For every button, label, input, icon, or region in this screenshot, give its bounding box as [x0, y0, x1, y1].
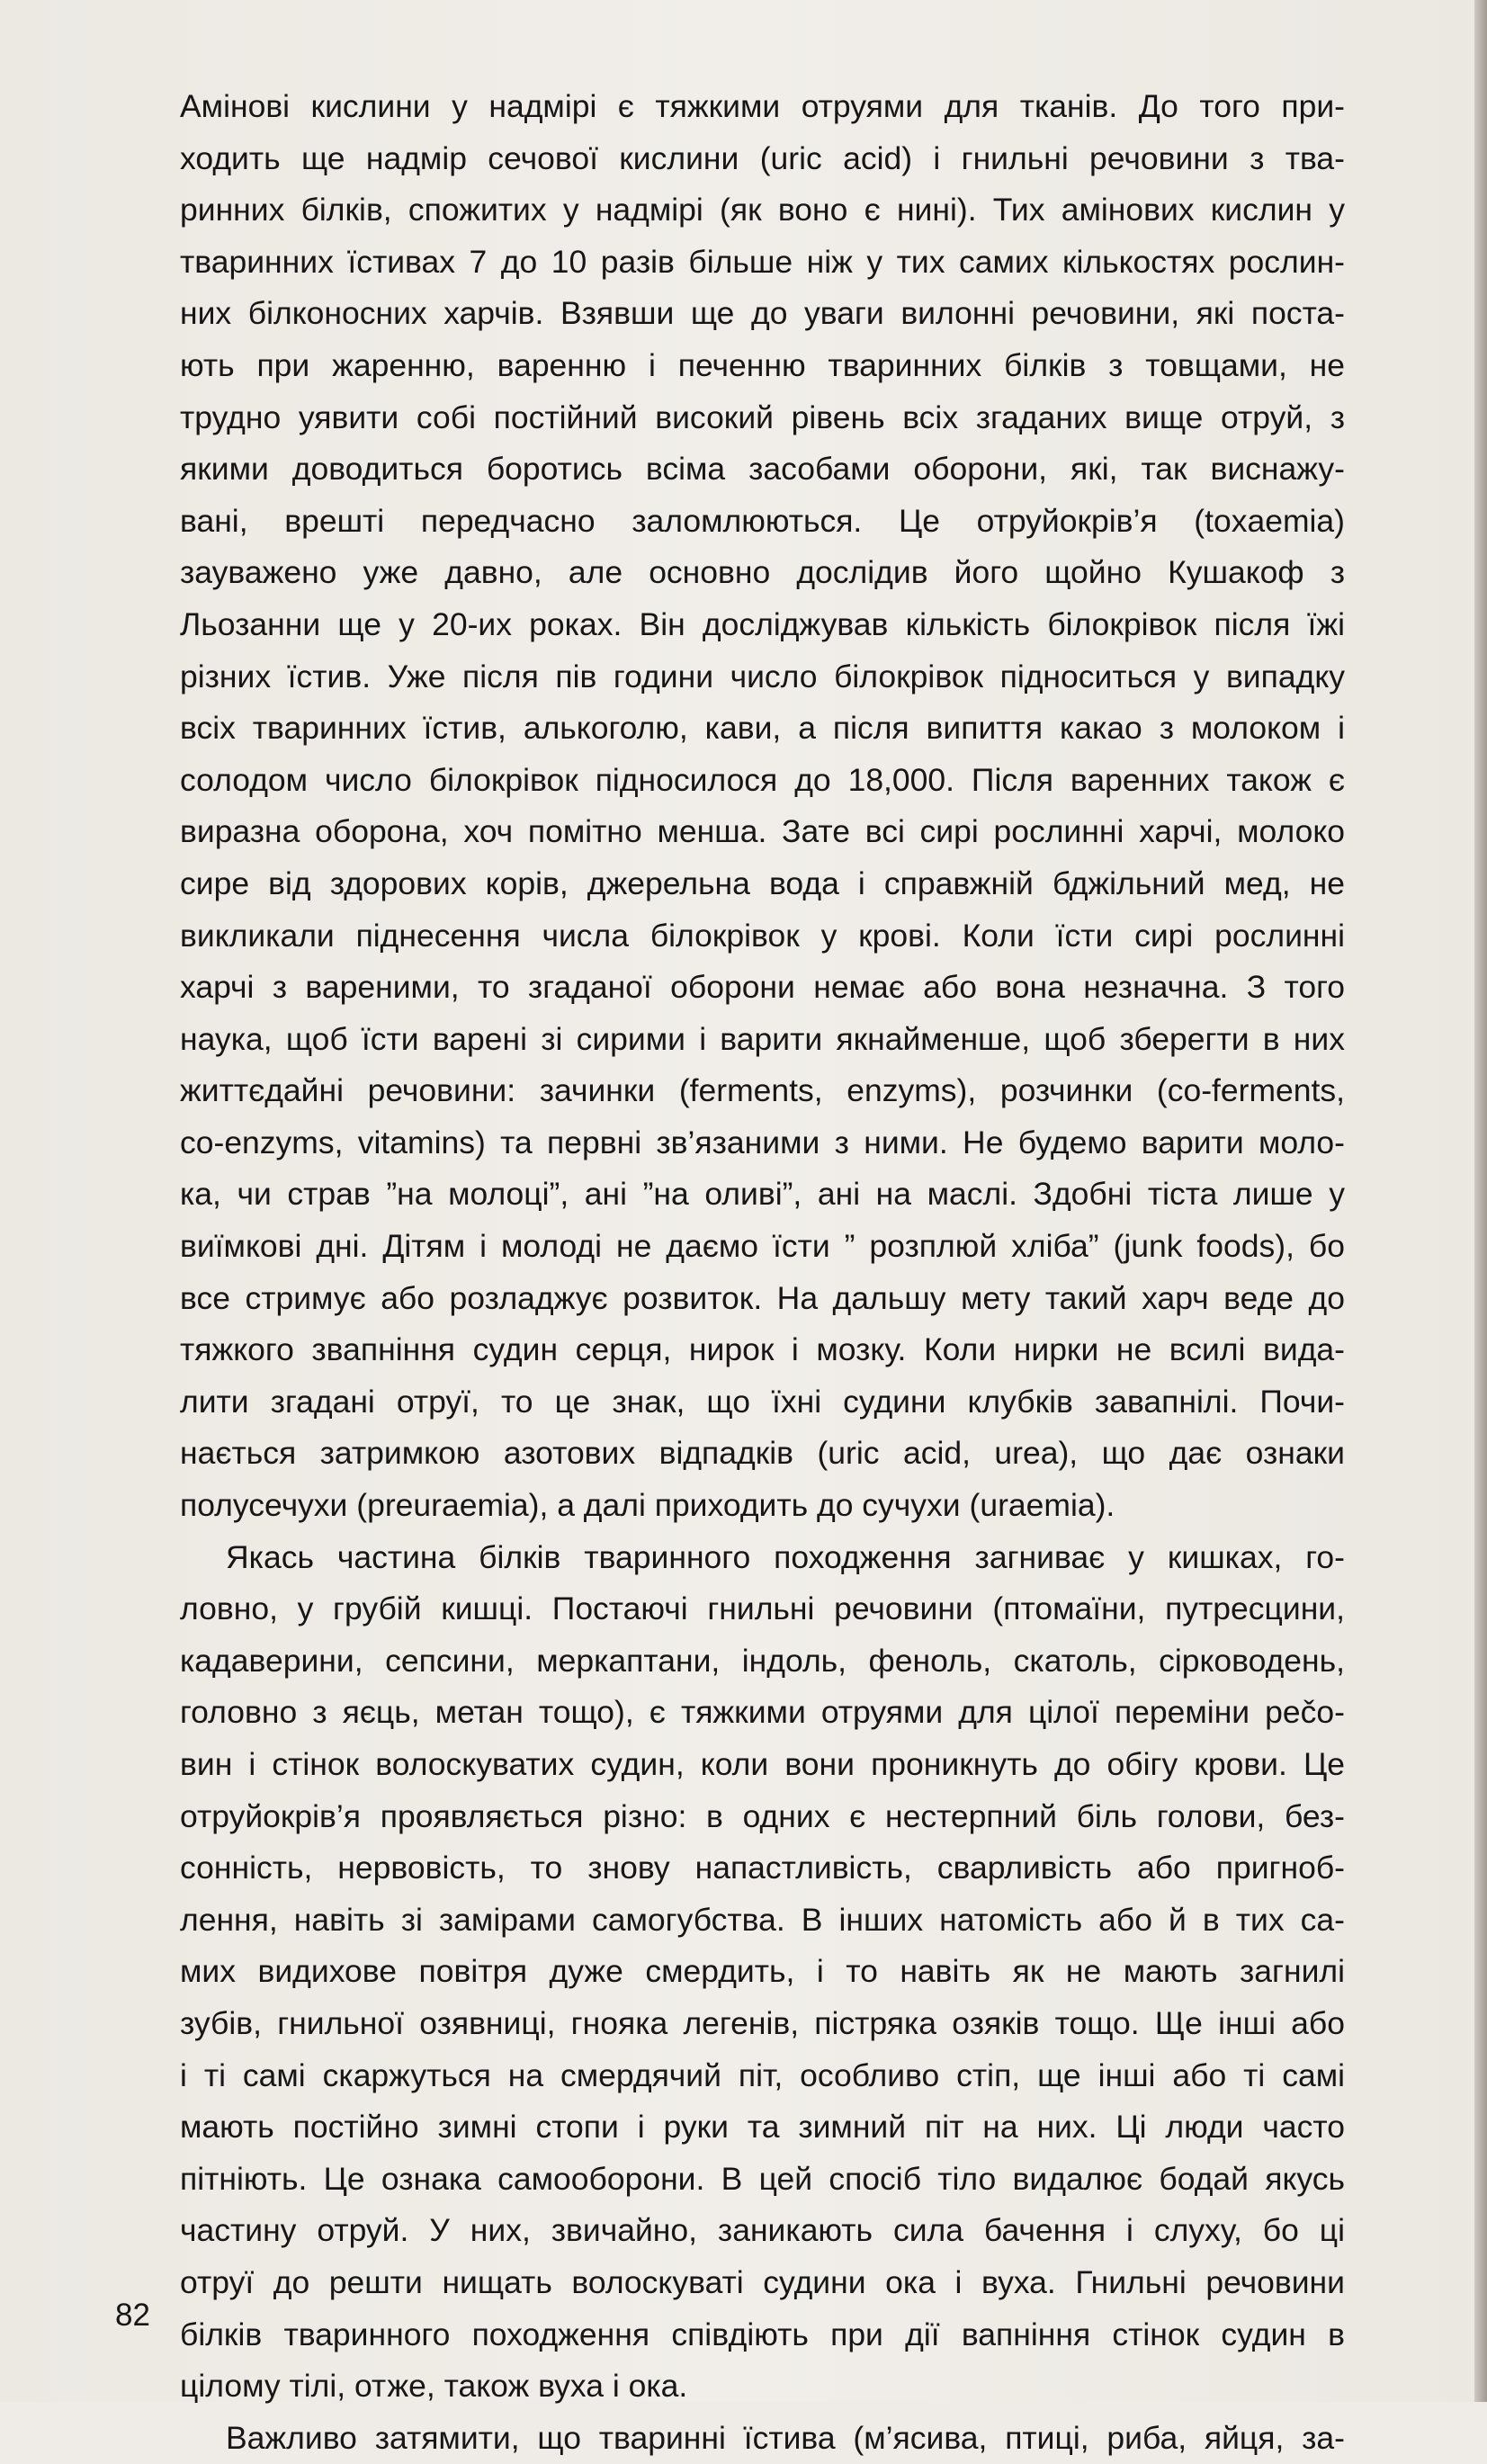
- text-line: Якась частина білків тваринного походження загниває у кишках, го-: [226, 1538, 1345, 1575]
- text-line: вин і стінок волоскуватих судин, коли вони проникнуть до обігу крови. Це: [180, 1746, 1345, 1782]
- text-line: Амінові кислини у надмірі є тяжкими отруями для тканів. До того при-: [180, 88, 1345, 124]
- text-line: головно з яєць, метан тощо), є тяжкими отруями для цілої переміни рečo-: [180, 1694, 1345, 1731]
- text-line: них білконосних харчів. Взявши ще до уваги вилонні речовини, які поста-: [180, 295, 1345, 332]
- text-line: цілому тілі, отже, також вуха і ока.: [180, 2368, 688, 2405]
- text-line: білків тваринного походження співдіють при дії вапніння стінок судин в: [180, 2316, 1345, 2352]
- text-line: харчі з вареними, то згаданої оборони немає або вона незначна. З того: [180, 969, 1345, 1006]
- text-line: викликали піднесення числа білокрівок у крові. Коли їсти сирі рослинні: [180, 917, 1345, 954]
- text-line: ловно, у грубій кишці. Постаючі гнильні речовини (птомаїни, путресцини,: [180, 1590, 1345, 1627]
- text-line: ють при жаренню, варенню і печенню тваринних білків з товщами, не: [180, 346, 1345, 383]
- text-line: частину отруй. У них, звичайно, заникають сила бачення і слуху, бо ці: [180, 2212, 1345, 2249]
- text-line: сонність, нервовість, то знову напастливість, сварливість або пригноб-: [180, 1850, 1345, 1886]
- page-edge-shadow: [1474, 0, 1487, 2402]
- text-line: нається затримкою азотових відпадків (uric acid, urea), що дає ознаки: [180, 1435, 1345, 1472]
- text-line: отруйокрів’я проявляється різно: в одних є нестерпний біль голови, без-: [180, 1797, 1345, 1834]
- text-line: ринних білків, спожитих у надмірі (як воно є нині). Тих амінових кислин у: [180, 192, 1345, 228]
- text-line: все стримує або розладжує розвиток. На дальшу мету такий харч веде до: [180, 1279, 1345, 1316]
- text-line: сире від здорових корів, джерельна вода і справжній бджільний мед, не: [180, 865, 1345, 901]
- text-line: тяжкого звапніння судин серця, нирок і мозку. Коли нирки не всилі вида-: [180, 1331, 1345, 1368]
- text-line: різних їстив. Уже після пів години число білокрівок підноситься у випадку: [180, 658, 1345, 694]
- text-line: ходить ще надмір сечової кислини (uric acid) і гнильні речовини з тва-: [180, 139, 1345, 176]
- text-line: виразна оборона, хоч помітно менша. Зате всі сирі рослинні харчі, молоко: [180, 813, 1345, 850]
- paragraph-3: [180, 2413, 1345, 2464]
- text-line: життєдайні речовини: зачинки (ferments, enzyms), розчинки (co-ferments,: [180, 1072, 1345, 1109]
- text-line: co-enzyms, vitamins) та первні зв’язаними з ними. Не будемо варити моло-: [180, 1124, 1345, 1160]
- text-line: пітніють. Це ознака самооборони. В цей спосіб тіло видалює бодай якусь: [180, 2160, 1345, 2197]
- text-line: ка, чи страв ”на молоці”, ані ”на оливі”, ані на маслі. Здобні тіста лише у: [180, 1176, 1345, 1213]
- text-line: отруї до решти нищать волоскуваті судини ока і вуха. Гнильні речовини: [180, 2263, 1345, 2300]
- text-line: зубів, гнильної озявниці, гнояка легенів, пістряка озяків тощо. Ще інші або: [180, 2004, 1345, 2041]
- text-line: тваринних їстивах 7 до 10 разів більше ніж у тих самих кількостях рослин-: [180, 243, 1345, 280]
- text-line: якими доводиться боротись всіма засобами оборони, які, так виснажу-: [180, 451, 1345, 488]
- page-number: 82: [115, 2298, 150, 2333]
- text-line: зауважено уже давно, але основно дослідив його щойно Кушакоф з: [180, 554, 1345, 591]
- text-line: наука, щоб їсти варені зі сирими і варити якнайменше, щоб зберегти в них: [180, 1020, 1345, 1057]
- paragraph-2: [180, 1532, 1345, 2413]
- text-line: солодом число білокрівок підносилося до 18,000. Після варенних також є: [180, 761, 1345, 798]
- text-line: всіх тваринних їстив, алькоголю, кави, а після випиття какао з молоком і: [180, 710, 1345, 747]
- text-line: виїмкові дні. Дітям і молоді не даємо їсти ” розплюй хліба” (junk foods), бо: [180, 1228, 1345, 1265]
- body-text: [180, 81, 1345, 2464]
- text-line: і ті самі скаржуться на смердячий піт, особливо стіп, ще інші або ті самі: [180, 2056, 1345, 2093]
- text-line: Льозанни ще у 20-их роках. Він досліджував кількість білокрівок після їжі: [180, 605, 1345, 642]
- text-line: лення, навіть зі замірами самогубства. В інших натомість або й в тих са-: [180, 1901, 1345, 1938]
- text-line: Важливо затямити, що тваринні їстива (м’ясива, птиці, риба, яйця, за-: [226, 2419, 1345, 2456]
- text-line: мають постійно зимні стопи і руки та зимний піт на них. Ці люди часто: [180, 2109, 1345, 2146]
- text-line: вані, врешті передчасно заломлюються. Це отруйокрів’я (toxaemia): [180, 502, 1345, 539]
- text-line: трудно уявити собі постійний високий рівень всіх згаданих вище отруй, з: [180, 399, 1345, 435]
- text-line: кадаверини, сепсини, меркаптани, індоль, феноль, скатоль, сірководень,: [180, 1642, 1345, 1679]
- text-line: мих видихове повітря дуже смердить, і то навіть як не мають загнилі: [180, 1953, 1345, 1990]
- paragraph-1: [180, 81, 1345, 1532]
- text-line: лити згадані отруї, то це знак, що їхні судини клубків завапнілі. Почи-: [180, 1383, 1345, 1420]
- text-line: полусечухи (preuraemia), а далі приходить до сучухи (uraemia).: [180, 1487, 1115, 1524]
